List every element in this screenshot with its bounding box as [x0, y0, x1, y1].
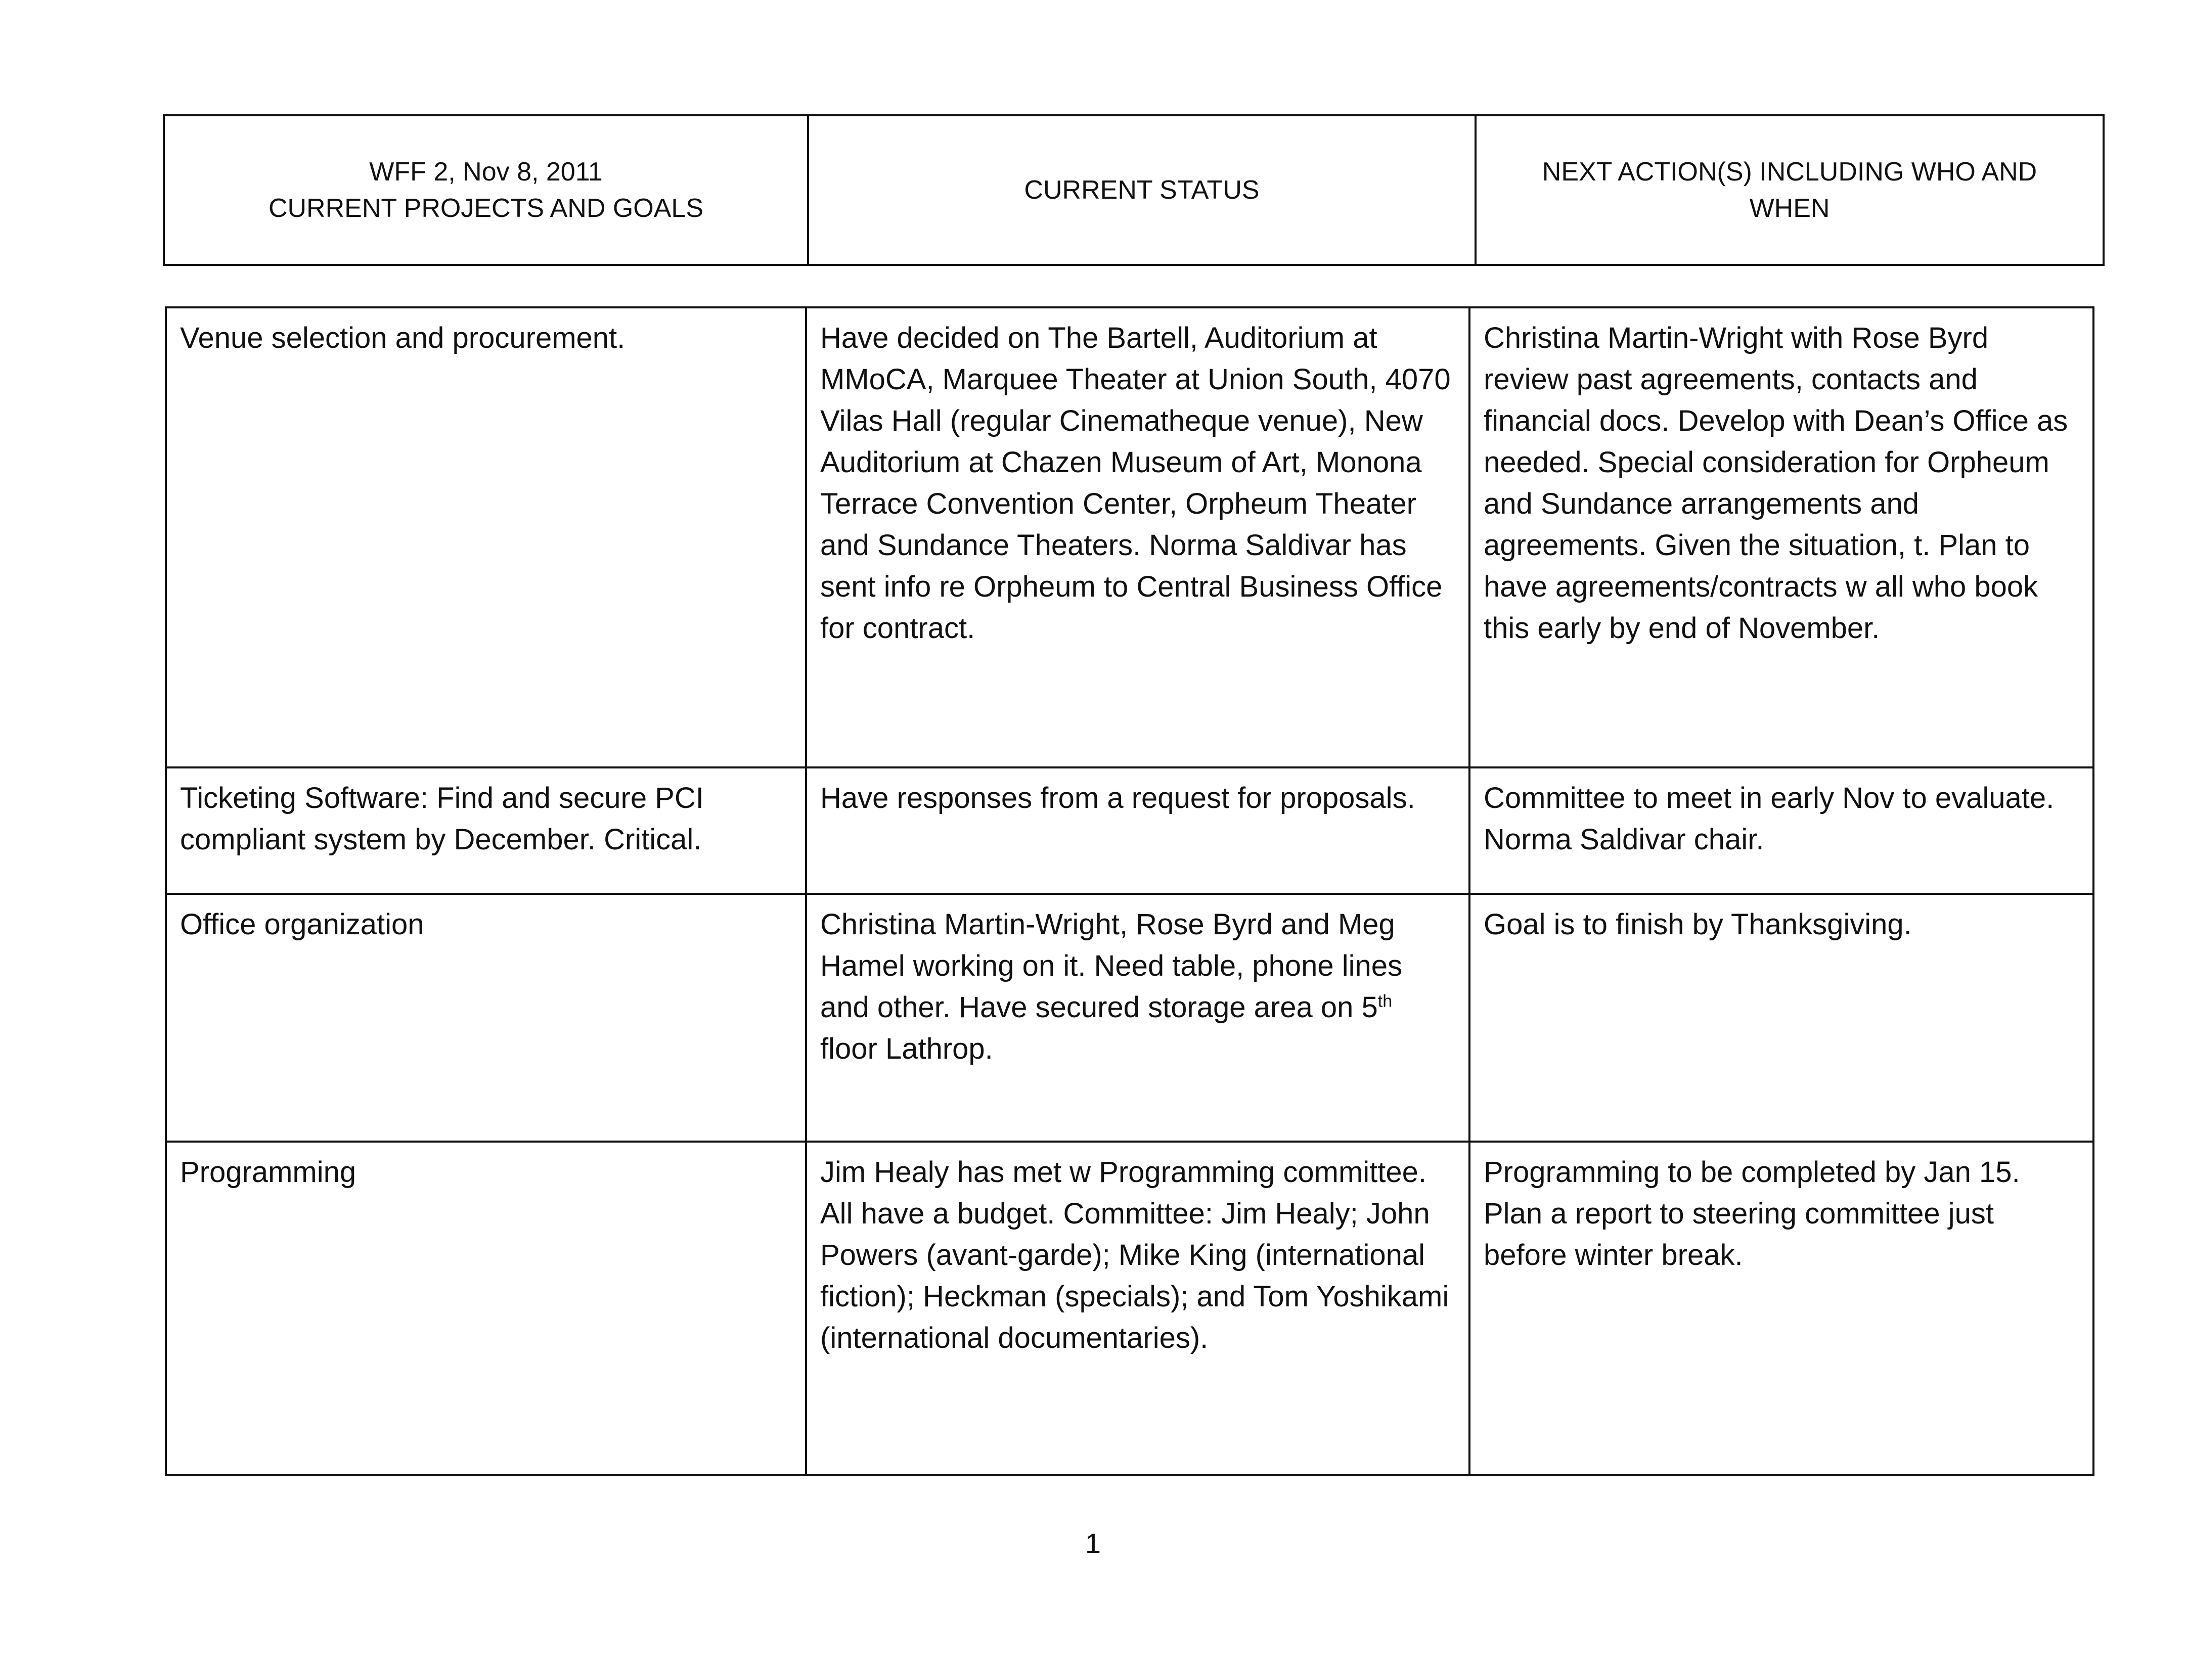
next-action-cell: Programming to be completed by Jan 15. Plan a report to steering committee just before winter break.	[1469, 1142, 2093, 1475]
status-cell: Have decided on The Bartell, Auditorium at MMoCA, Marquee Theater at Union South, 4070 Vilas Hall (regular Cinematheque venue), New Auditorium at Chazen Museum of Art, Monona Terrace Convention Center, Orpheum Theater and Sundance Theaters. Norma Saldivar has sent info re Orpheum to Central Business Office for contract.	[806, 307, 1469, 767]
header-table	[163, 114, 2105, 266]
status-text: Christina Martin-Wright, Rose Byrd and Meg Hamel working on it. Need table, phone lines and other. Have secured storage area on 5	[820, 908, 1402, 1024]
header-next-actions	[1476, 115, 2104, 265]
next-action-cell: Committee to meet in early Nov to evaluate. Norma Saldivar chair.	[1469, 767, 2093, 894]
page-number: 1	[1085, 1527, 1101, 1559]
status-cell	[806, 894, 1469, 1142]
table-row	[166, 767, 2093, 894]
project-cell: Ticketing Software: Find and secure PCI compliant system by December. Critical.	[166, 767, 806, 894]
status-cell: Jim Healy has met w Programming committee. All have a budget. Committee: Jim Healy; John Powers (avant-garde); Mike King (international fiction); Heckman (specials); and Tom Yoshikami (international documentaries).	[806, 1142, 1469, 1475]
ordinal-suffix: th	[1377, 991, 1393, 1011]
header-next-actions-line1: NEXT ACTION(S) INCLUDING WHO AND	[1542, 157, 2037, 187]
header-projects-label: CURRENT PROJECTS AND GOALS	[268, 194, 704, 223]
next-action-cell: Goal is to finish by Thanksgiving.	[1469, 894, 2093, 1142]
project-cell: Office organization	[166, 894, 806, 1142]
header-next-actions-line2: WHEN	[1749, 194, 1830, 223]
header-status-label: CURRENT STATUS	[1024, 175, 1260, 205]
next-action-cell: Christina Martin-Wright with Rose Byrd review past agreements, contacts and financial docs. Develop with Dean’s Office as needed. Special consideration for Orpheum and Sundance arrangements and agreements. Given the situation, t. Plan to have agreements/contracts w all who book this early by end of November.	[1469, 307, 2093, 767]
header-row	[164, 115, 2104, 265]
status-cell: Have responses from a request for proposals.	[806, 767, 1469, 894]
status-text-end: floor Lathrop.	[820, 1032, 993, 1065]
table-row	[166, 307, 2093, 767]
table-row	[166, 1142, 2093, 1475]
project-cell: Venue selection and procurement.	[166, 307, 806, 767]
header-date-title: WFF 2, Nov 8, 2011	[369, 157, 603, 187]
header-current-status	[808, 115, 1476, 265]
projects-table	[165, 306, 2094, 1476]
header-projects-goals	[164, 115, 808, 265]
project-cell: Programming	[166, 1142, 806, 1475]
table-row	[166, 894, 2093, 1142]
